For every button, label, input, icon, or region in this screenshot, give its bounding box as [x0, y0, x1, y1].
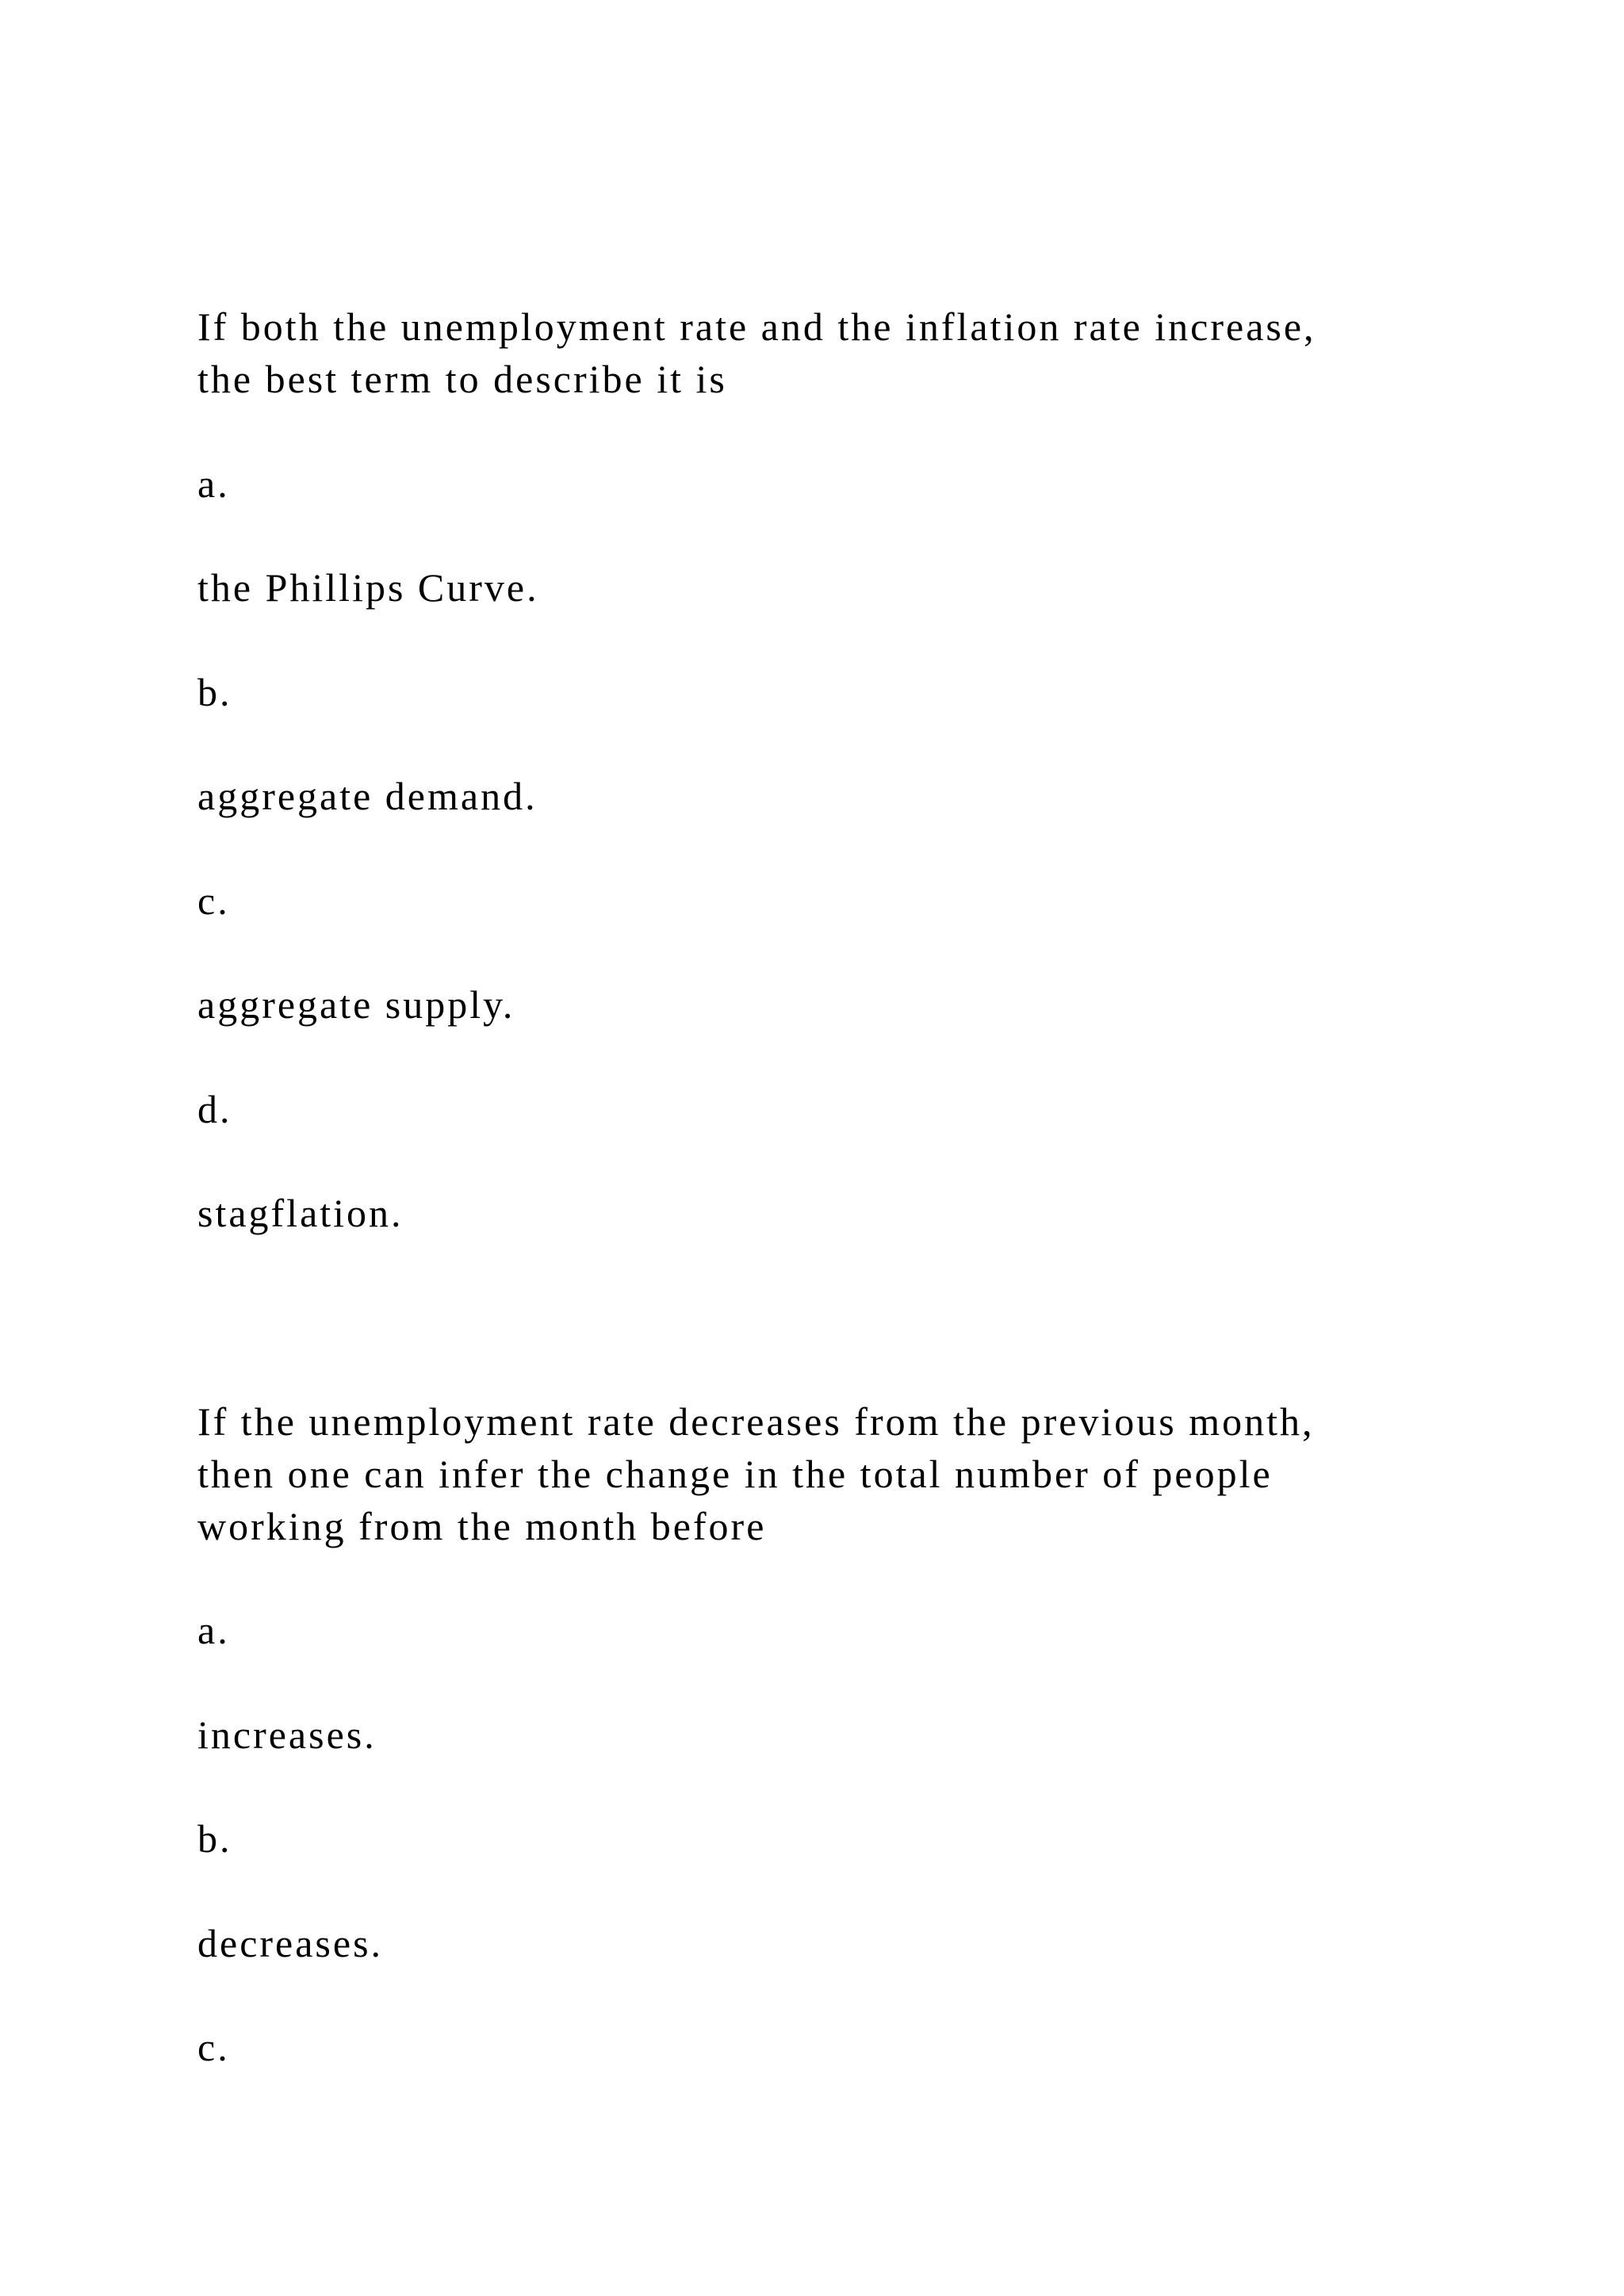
question-2-stem-line-3: working from the month before — [197, 1504, 767, 1548]
question-2-option-b-text: decreases. — [197, 1921, 384, 1965]
question-1-option-c-text: aggregate supply. — [197, 982, 515, 1027]
question-2-stem-line-2: then one can infer the change in the total number of people — [197, 1452, 1273, 1496]
question-2-option-b-letter: b. — [197, 1816, 232, 1861]
question-2-option-a-letter: a. — [197, 1608, 230, 1652]
question-1-option-b-letter: b. — [197, 670, 232, 714]
question-1-option-d-text: stagflation. — [197, 1191, 404, 1235]
question-1-option-a-letter: a. — [197, 461, 230, 506]
question-1-option-a-text: the Phillips Curve. — [197, 565, 539, 610]
question-1-option-c-letter: c. — [197, 878, 230, 923]
question-2-option-a-text: increases. — [197, 1712, 377, 1757]
question-2-option-c-letter: c. — [197, 2025, 230, 2069]
question-2-stem-line-1: If the unemployment rate decreases from the previous month, — [197, 1399, 1315, 1444]
question-1-option-d-letter: d. — [197, 1087, 232, 1131]
question-1-option-b-text: aggregate demand. — [197, 774, 538, 818]
question-1-stem-line-2: the best term to describe it is — [197, 357, 727, 401]
question-1-stem-line-1: If both the unemployment rate and the inflation rate increase, — [197, 304, 1316, 349]
